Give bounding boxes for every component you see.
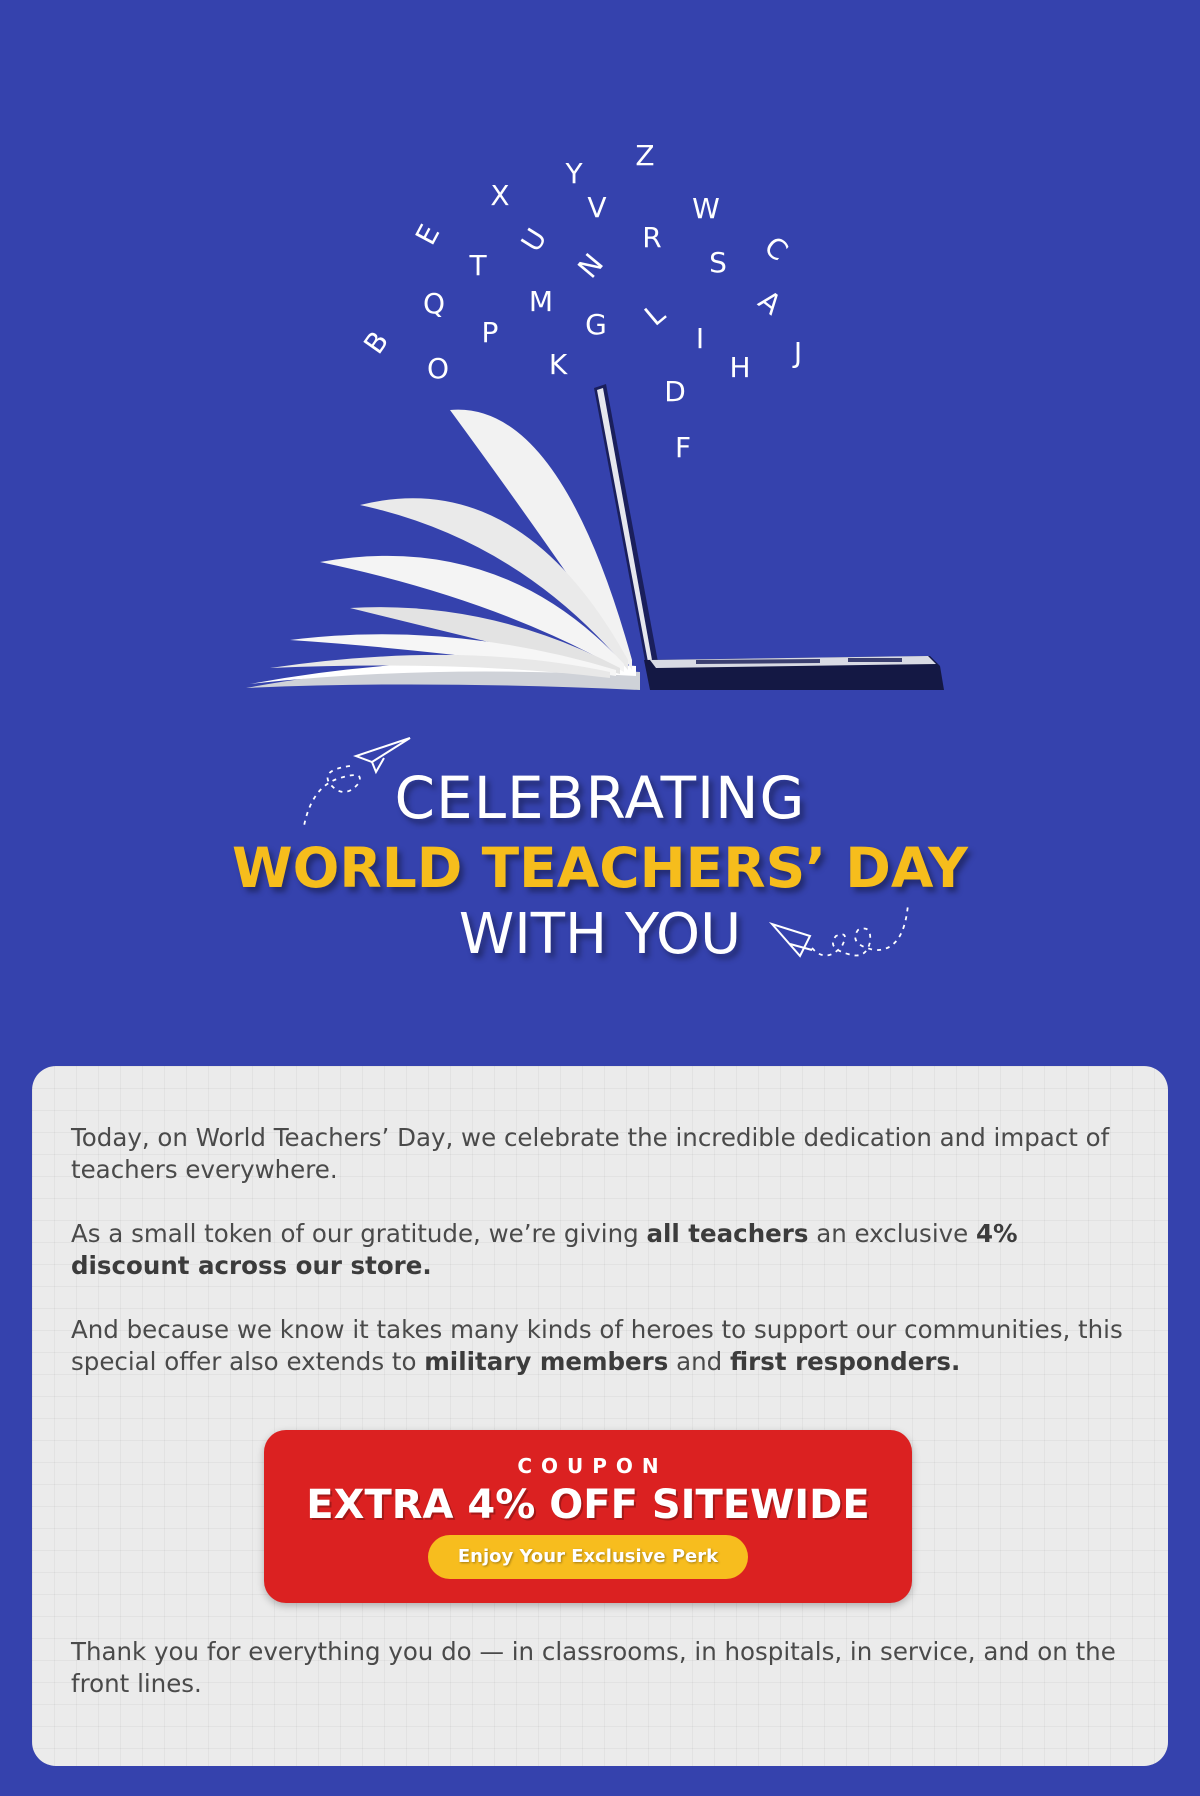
floating-letter-z: Z xyxy=(635,139,655,172)
floating-letter-v: V xyxy=(587,191,607,224)
heroes-text-2: and xyxy=(668,1347,730,1376)
floating-letter-p: P xyxy=(481,316,499,349)
discount-text-2: an exclusive xyxy=(808,1219,976,1248)
thank-you-paragraph: Thank you for everything you do — in classrooms, in hospitals, in service, and on the front lines. xyxy=(71,1637,1116,1698)
heroes-paragraph xyxy=(71,1314,1141,1378)
floating-letter-q: Q xyxy=(422,287,446,320)
intro-paragraph: Today, on World Teachers’ Day, we celebrate the incredible dedication and impact of teachers everywhere. xyxy=(71,1123,1110,1184)
floating-letter-r: R xyxy=(642,221,662,254)
floating-letter-s: S xyxy=(709,246,727,279)
floating-letter-j: J xyxy=(793,336,803,369)
coupon-label: COUPON xyxy=(517,1454,668,1478)
floating-letter-b: B xyxy=(357,325,396,360)
hero-line-celebrating: CELEBRATING xyxy=(394,764,806,832)
floating-letter-d: D xyxy=(664,375,686,408)
heroes-emphasis-military: military members xyxy=(424,1347,669,1376)
discount-emphasis-teachers: all teachers xyxy=(646,1219,809,1248)
floating-letter-e: E xyxy=(408,218,447,251)
floating-letter-c: C xyxy=(758,229,795,268)
floating-letter-l: L xyxy=(638,297,672,333)
floating-letter-a: A xyxy=(752,283,788,322)
heroes-text-1: And because we know it takes many kinds of heroes to support our communities, this special offer also extends to xyxy=(71,1315,1123,1376)
hero-line-world-teachers-day: WORLD TEACHERS’ DAY xyxy=(231,836,969,900)
floating-letter-o: O xyxy=(426,352,450,385)
floating-letter-n: N xyxy=(571,247,611,285)
message-card xyxy=(32,1066,1168,1766)
coupon-title: EXTRA 4% OFF SITEWIDE xyxy=(306,1482,870,1528)
floating-letter-u: U xyxy=(514,222,554,258)
floating-letter-m: M xyxy=(528,285,554,318)
floating-letter-k: K xyxy=(548,348,568,381)
discount-text-1: As a small token of our gratitude, we’re giving xyxy=(71,1219,647,1248)
floating-letter-t: T xyxy=(469,249,487,282)
coupon-banner xyxy=(264,1430,912,1603)
discount-paragraph xyxy=(71,1218,1141,1282)
floating-letter-g: G xyxy=(585,308,607,341)
floating-letter-f: F xyxy=(674,431,692,464)
floating-letter-x: X xyxy=(490,179,510,212)
hero-line-with-you: WITH YOU xyxy=(458,902,742,967)
heroes-emphasis-responders: first responders. xyxy=(730,1347,961,1376)
discount-emphasis-amount: 4% discount across our store. xyxy=(71,1219,1018,1280)
floating-letter-y: Y xyxy=(565,157,583,190)
floating-letter-i: I xyxy=(695,322,705,355)
floating-letter-w: W xyxy=(692,192,720,225)
floating-letter-h: H xyxy=(729,351,751,384)
enjoy-perk-button[interactable]: Enjoy Your Exclusive Perk xyxy=(428,1535,748,1579)
